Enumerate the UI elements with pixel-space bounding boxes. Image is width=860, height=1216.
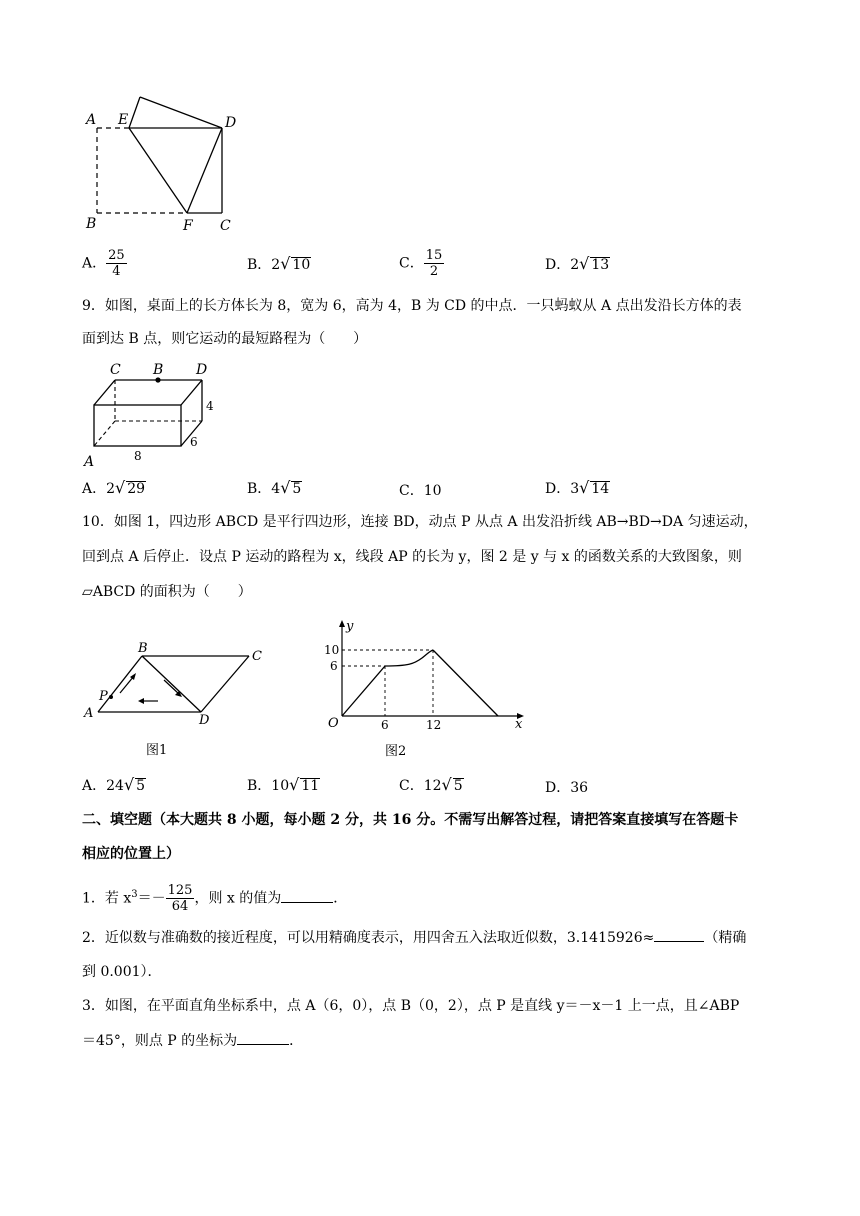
label-B: B [86, 216, 97, 232]
label-D: D [225, 115, 237, 131]
tick-y-10: 10 [324, 643, 340, 657]
fill-question-2-line-2: 到 0.001）． [82, 964, 162, 980]
q10-figure-1 [80, 638, 280, 762]
fill-question-1: 1．若 $x^3=-$ $\frac{125}{64}$ ，则 x 的值为 ． [82, 883, 348, 915]
label-D: D [199, 713, 210, 728]
fig2-caption: 图2 [385, 744, 407, 759]
q10-option-c: C．12√ 5 [399, 775, 463, 794]
fill-question-3-line-1: 3．如图，在平面直角坐标系中，点 A（6，0），点 B（0，2），点 P 是直线 y＝－x－1 上一点，且∠ABP [82, 998, 740, 1014]
label-height: 4 [206, 399, 214, 413]
q10-figure-2 [310, 614, 540, 764]
fill-question-2-line-1: 2．近似数与准确数的接近程度，可以用精确度表示，用四舍五入法取近似数，3.1415926≈ （精确 [82, 927, 746, 948]
tick-y-6: 6 [330, 659, 338, 673]
answer-blank[interactable] [281, 888, 333, 903]
label-D: D [196, 362, 208, 378]
label-A: A [84, 454, 95, 470]
label-E: E [118, 112, 129, 128]
tick-x-6: 6 [381, 718, 389, 732]
fill-question-3-line-2: ＝45°，则点 P 的坐标为 ． [82, 1030, 303, 1051]
answer-blank[interactable] [654, 927, 704, 942]
q9-option-d: D．3√ 14 [545, 478, 610, 497]
q8-option-c: C． $\frac{15}{2}$ [399, 248, 443, 279]
q10-option-a: A．24√ 5 [82, 775, 146, 794]
q9-option-b: B．4√ 5 [247, 478, 302, 497]
q10-line-1: 10．如图 1，四边形 ABCD 是平行四边形，连接 BD，动点 P 从点 A 出发沿折线 AB→BD→DA 匀速运动， [82, 514, 758, 530]
q8-option-a: A． $\frac{25}{4}$ [82, 248, 125, 279]
answer-blank[interactable] [237, 1030, 289, 1045]
q8-option-b: B．2√ 10 [247, 254, 311, 273]
label-P: P [99, 689, 108, 704]
label-C: C [220, 218, 231, 234]
label-B: B [138, 641, 148, 656]
q9-option-a: A．2√ 29 [82, 478, 146, 497]
q9-line-1: 9．如图，桌面上的长方体长为 8，宽为 6，高为 4，B 为 CD 的中点．一只蚂蚁从 A 点出发沿长方体的表 [82, 298, 742, 314]
fig1-caption: 图1 [146, 743, 168, 758]
q9-option-c: C．10 [399, 483, 442, 499]
tick-x-12: 12 [426, 718, 442, 732]
label-width: 6 [190, 435, 198, 449]
label-A: A [84, 706, 94, 721]
label-A: A [86, 112, 97, 128]
q10-line-3: ▱ABCD 的面积为（ ） [82, 584, 252, 600]
section-2-heading-line-2: 相应的位置上） [82, 846, 180, 862]
q9-figure [80, 358, 230, 470]
q10-option-d: D．36 [545, 780, 589, 796]
q8-figure [80, 92, 250, 240]
q10-line-2: 回到点 A 后停止．设点 P 运动的路程为 x，线段 AP 的长为 y，图 2 是 y 与 x 的函数关系的大致图象，则 [82, 549, 742, 565]
label-C: C [252, 649, 262, 664]
axis-x-label: x [515, 717, 523, 732]
origin-label: O [328, 716, 339, 731]
axis-y-label: y [346, 619, 354, 634]
label-B: B [153, 362, 164, 378]
section-2-heading-line-1: 二、填空题（本大题共 8 小题，每小题 2 分，共 16 分。不需写出解答过程，请把答案直接填写在答题卡 [82, 812, 739, 828]
label-length: 8 [134, 449, 142, 463]
q10-option-b: B．10√ 11 [247, 775, 320, 794]
label-C: C [110, 362, 121, 378]
q8-option-d: D．2√ 13 [545, 254, 610, 273]
q9-line-2: 面到达 B 点，则它运动的最短路程为（ ） [82, 331, 368, 347]
label-F: F [183, 218, 193, 234]
